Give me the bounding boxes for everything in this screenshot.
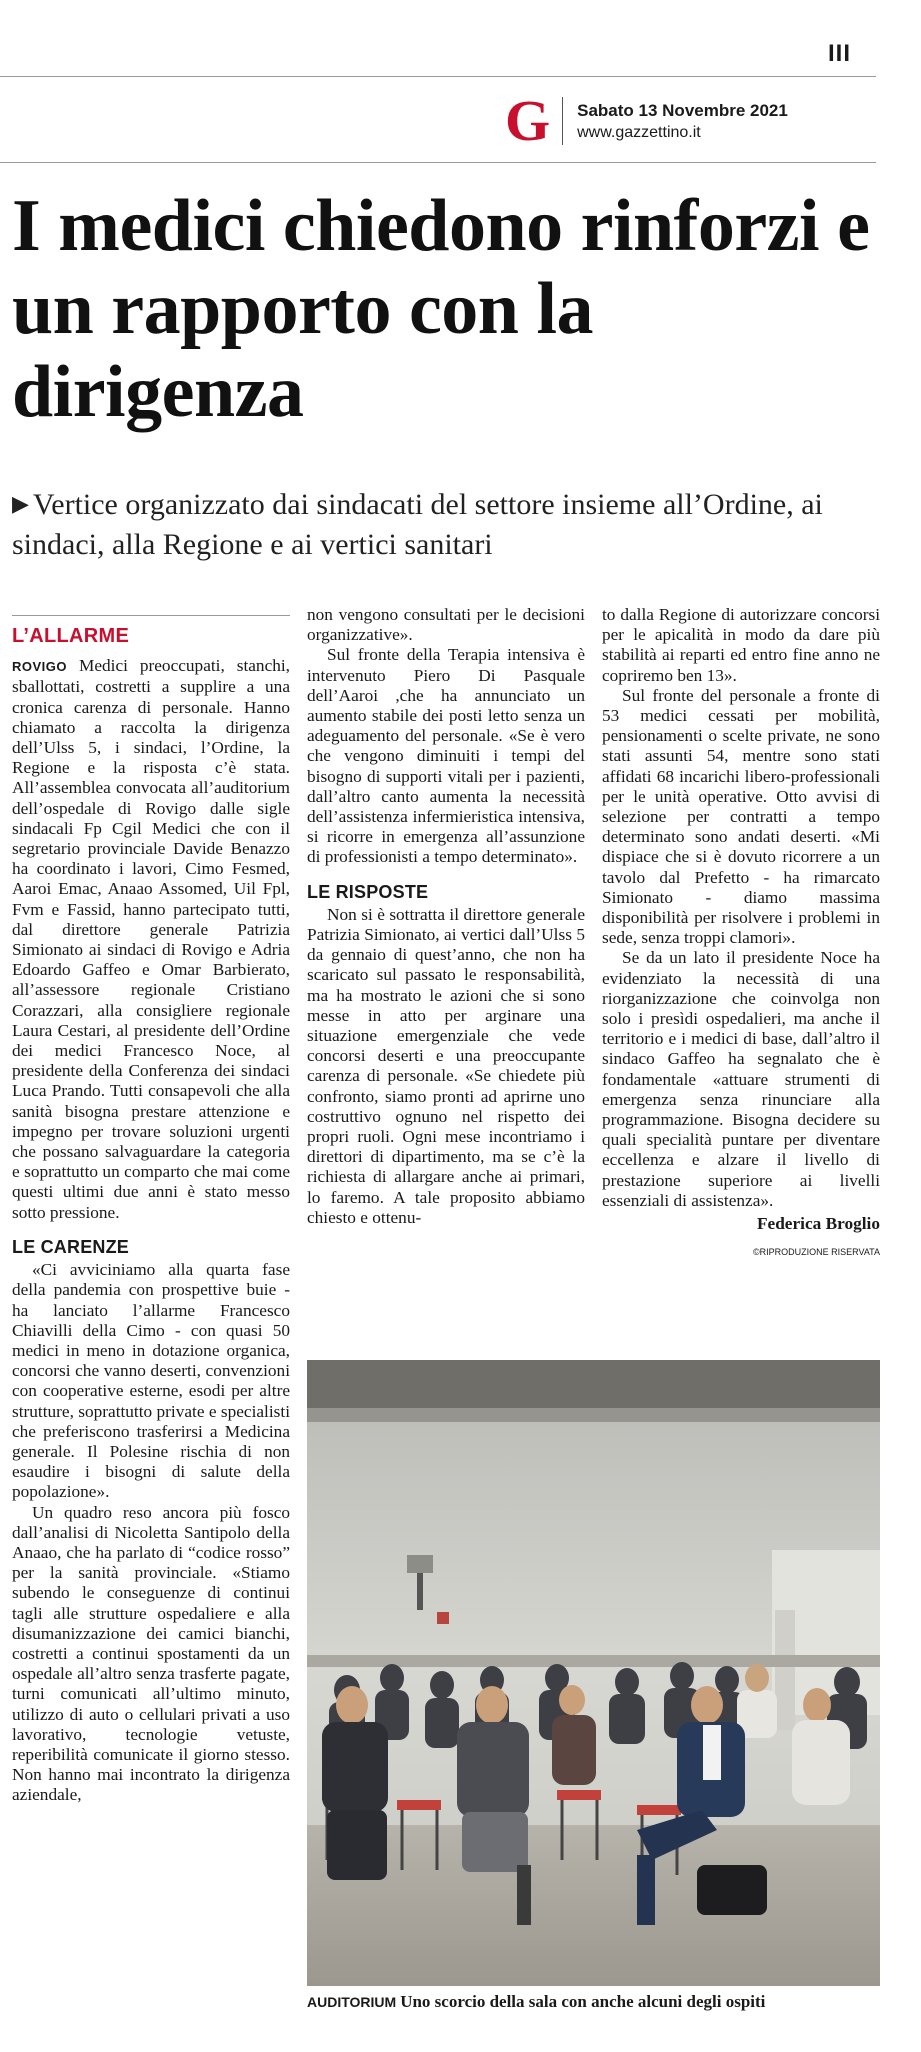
author-byline: Federica Broglio [756, 1214, 880, 1234]
article-paragraph: non vengono consultati per le decisioni organizzative». [307, 605, 585, 645]
article-column-1 [12, 615, 290, 1806]
copyright-notice: ©RIPRODUZIONE RISERVATA [753, 1247, 880, 1258]
article-paragraph: Sul fronte del personale a fronte di 53 medici cessati per mobilità, pensionamenti o scelte private, ne sono stati assunti 54, mentre sono stati affidati 68 incarichi libero-professionali per le unità operative. Otto avvisi di selezione per contratti a tempo determinato sono andati deserti. «Mi dispiace che si è dovuto ricorrere a un tavolo dal Prefetto - ha rimarcato Simionato - diamo massima disponibilità per risolvere i problemi in sede, senza troppi clamori». [602, 685, 880, 948]
section-label-allarme: L’ALLARME [12, 615, 290, 646]
caption-label: AUDITORIUM [307, 1994, 397, 2010]
issue-date: Sabato 13 Novembre 2021 [577, 100, 788, 120]
section-label-risposte: LE RISPOSTE [307, 881, 429, 902]
article-paragraph: Sul fronte della Terapia intensiva è intervenuto Piero Di Pasquale dell’Aaroi ,che ha annunciato un aumento stabile dei posti letto senza un adeguamento del personale. «Se è vero che vengono diminuiti i tempi del bisogno di supporti vitali per i pazienti, dall’altro canto aumenta la necessità dell’assistenza infermieristica intensiva, si ricorre in emergenza all’assunzione di professionisti a tempo determinato». [307, 645, 585, 867]
page-number: III [827, 40, 851, 67]
masthead-rule [0, 162, 876, 163]
article-paragraph [12, 656, 290, 1223]
auditorium-photo-illustration [307, 1360, 880, 1986]
site-url: www.gazzettino.it [577, 123, 701, 141]
subheadline-text: Vertice organizzato dai sindacati del settore insieme all’Ordine, ai sindaci, alla Regione e ai vertici sanitari [12, 488, 823, 561]
auditorium-photo [307, 1360, 880, 1986]
article-paragraph: Un quadro reso ancora più fosco dall’analisi di Nicoletta Santipolo della Anaao, che ha parlato di “codice rosso” per la sanità provinciale. «Stiamo subendo le conseguenze di continui tagli alle strutture ospedaliere e alla disumanizzazione dei camici bianchi, costretti a continui spostamenti da un ospedale all’altro senza trasferte pagate, turni comunicati all’ultimo minuto, utilizzo di auto o cellulari privati a uso lavorativo, tecnologie vetuste, reperibilità comunicate il giorno stesso. Non hanno mai incontrato la dirigenza aziendale, [12, 1502, 290, 1805]
headline: I medici chiedono rinforzi e un rapporto con la dirigenza [12, 185, 870, 433]
dateline: ROVIGO [12, 659, 68, 675]
section-label-carenze: LE CARENZE [12, 1236, 130, 1257]
masthead-separator [562, 97, 563, 145]
subheadline [12, 484, 892, 565]
masthead-info [577, 101, 788, 142]
caption-text: Uno scorcio della sala con anche alcuni degli ospiti [400, 1992, 766, 2011]
photo-caption [307, 1992, 880, 2012]
paragraph-text: Medici preoccupati, stanchi, sballottati, costretti a supplire a una cronica carenza di personale. Hanno chiamato a raccolta la dirigenza dell’Ulss 5, i sindaci, l’Ordine, la Regione e la risposta c’è stata. All’assemblea convocata all’auditorium dell’ospedale di Rovigo dalle sigle sindacali Fp Cgil Medici che con il segretario provinciale Davide Benazzo ha coordinato i lavori, Cimo Fesmed, Aaroi Emac, Anaao Assomed, Uil Fpl, Fvm e Fassid, hanno partecipato tutti, dal direttore generale Patrizia Simionato ai sindaci di Rovigo e Adria Edoardo Gaffeo e Omar Barbierato, all’assessore regionale Cristiano Corazzari, alla consigliere regionale Laura Cestari, al presidente dell’Ordine dei medici Francesco Noce, al presidente della Conferenza dei sindaci Luca Prando. Tutti consapevoli che alla sanità bisogna prestare attenzione e impegno per trovare soluzioni urgenti che possano salvaguardare la categoria e soprattutto un comparto che mai come questi ultimi due anni è stato messo sotto pressione. [12, 656, 290, 1222]
article-paragraph: Se da un lato il presidente Noce ha evidenziato la necessità di una riorganizzazione che coinvolga non solo i presìdi ospedalieri, ma anche il territorio e i medici di base, dall’altro il sindaco Gaffeo ha segnalato che è fondamentale «attuare strumenti di emergenza senza rinunciare alla programmazione. Bisogna decidere su quali specialità puntare per diventare eccellenza e alzare il livello di prestazione superiore ai livelli essenziali di assistenza». [602, 948, 880, 1210]
article-column-3 [602, 605, 880, 1263]
article-paragraph: Non si è sottratta il direttore generale Patrizia Simionato, ai vertici dall’Ulss 5 da gennaio di quest’anno, che non ha scaricato sul passato le responsabilità, ma ha mostrato le azioni che si sono messe in atto per arginare una situazione emergenziale che vede concorsi deserti e una preoccupante carenza di personale. «Se chiedete più confronto, siamo pronti ad aprirne uno costruttivo ognuno nel rispetto dei propri ruoli. Ogni mese incontriamo i direttori di dipartimento, ma se c’è la richiesta di allargare anche ai primari, lo faremo. A tale proposito abbiamo chiesto e ottenu- [307, 904, 585, 1227]
gazzettino-logo: G [505, 88, 551, 153]
triangle-bullet-icon: ▶ [12, 491, 29, 516]
article-column-2 [307, 605, 585, 1228]
top-rule [0, 76, 876, 77]
masthead [505, 88, 788, 153]
article-paragraph: «Ci avviciniamo alla quarta fase della pandemia con prospettive buie - ha lanciato l’allarme Francesco Chiavilli della Cimo - con quasi 50 medici in meno in dotazione organica, concorsi che vanno deserti, convenzioni con cooperative esterne, esodi per altre strutture, soprattutto private e specialisti che preferiscono trasferirsi a Medicina generale. Il Polesine rischia di non esaudire i bisogni di salute della popolazione». [12, 1260, 290, 1502]
article-paragraph: to dalla Regione di autorizzare concorsi per le apicalità in modo da dare più stabilità ai reparti ed entro fine anno ne copriremo ben 13». [602, 605, 880, 685]
